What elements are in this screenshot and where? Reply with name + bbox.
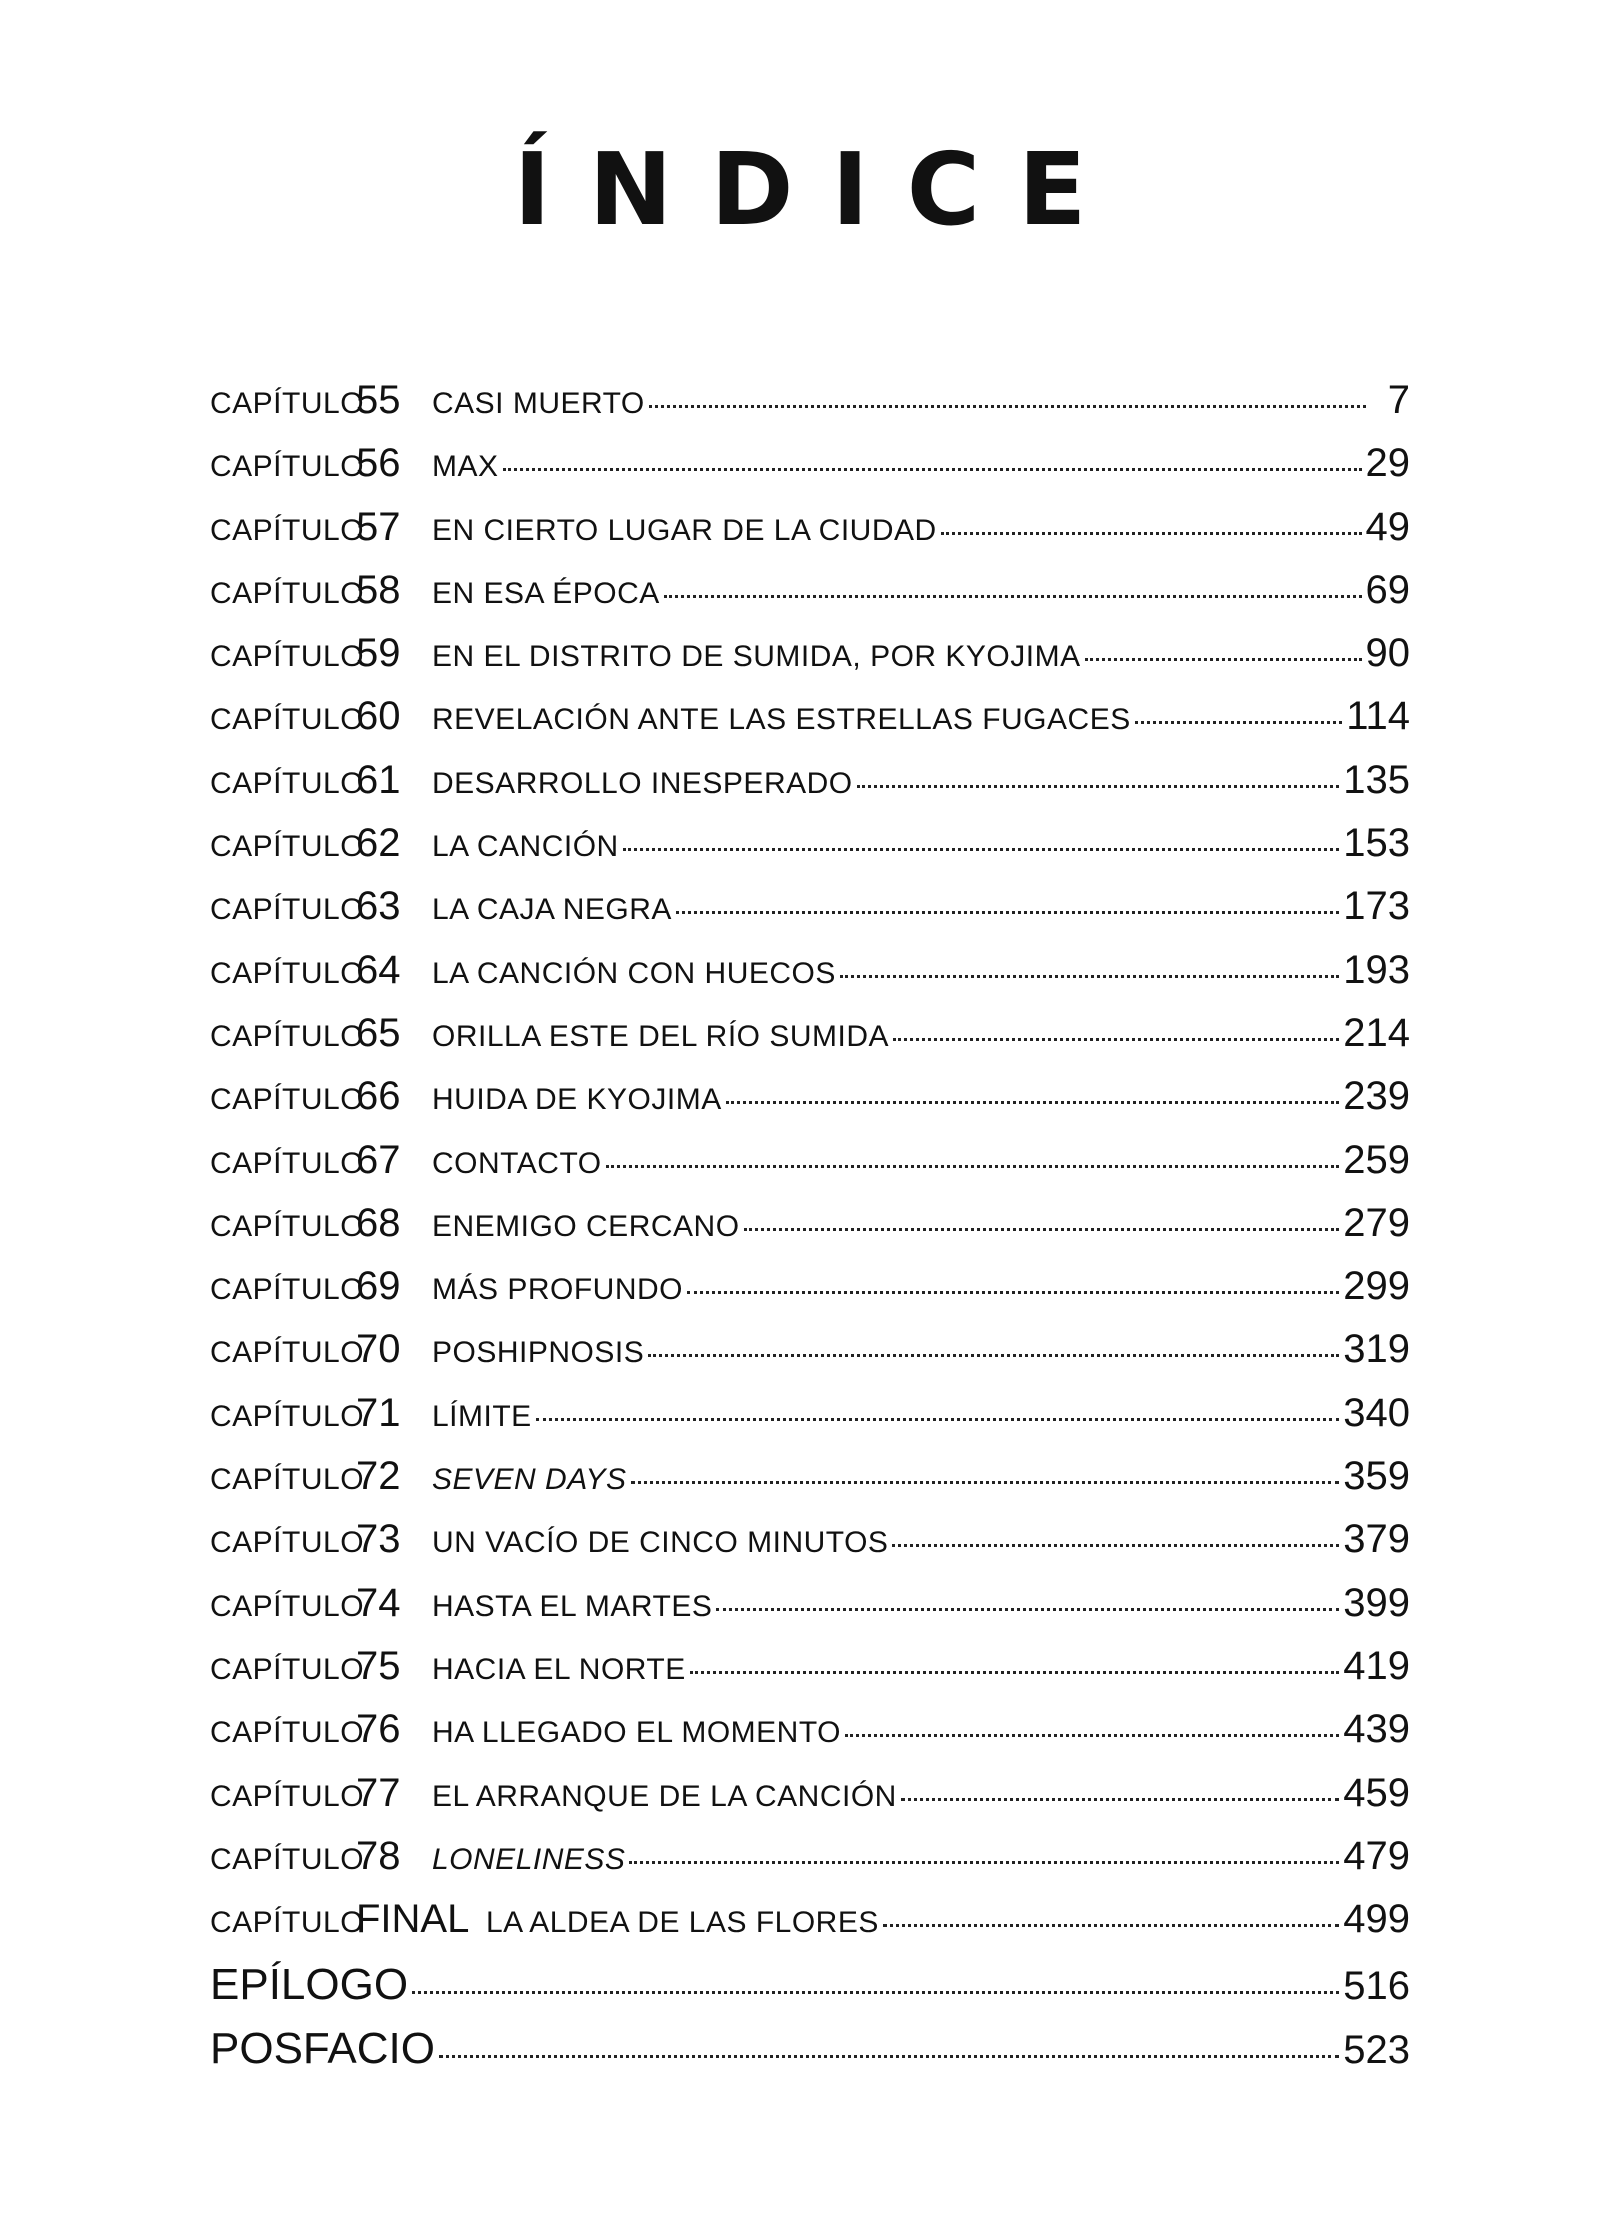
toc-entry: [210, 441, 1410, 504]
page-number: 135: [1343, 757, 1410, 802]
chapter-title: LA CANCIÓN CON HUECOS: [432, 956, 836, 990]
toc-entry: [210, 884, 1410, 947]
page-number: 29: [1365, 441, 1410, 486]
chapter-number: 65: [356, 1010, 401, 1055]
dot-leader: [883, 1924, 1339, 1927]
page-number: 90: [1365, 631, 1410, 676]
toc-entry: [210, 1074, 1410, 1137]
dot-leader: [631, 1481, 1340, 1484]
toc-entry-extra: [210, 2024, 1410, 2087]
chapter-number: 70: [356, 1327, 401, 1372]
chapter-title: DESARROLLO INESPERADO: [432, 766, 853, 800]
toc-entry: [210, 1517, 1410, 1580]
page-number: 279: [1343, 1200, 1410, 1245]
dot-leader: [1085, 658, 1362, 661]
dot-leader: [629, 1861, 1339, 1864]
toc-entry: [210, 1011, 1410, 1074]
page-number: 516: [1343, 1964, 1410, 2009]
chapter-number: 64: [356, 947, 401, 992]
dot-leader: [503, 468, 1362, 471]
dot-leader: [690, 1671, 1340, 1674]
toc-entry: [210, 505, 1410, 568]
dot-leader: [716, 1608, 1339, 1611]
page-number: 399: [1343, 1580, 1410, 1625]
toc-entry: [210, 1707, 1410, 1770]
dot-leader: [439, 2055, 1339, 2058]
dot-leader: [857, 785, 1340, 788]
toc-entry-extra: [210, 1960, 1410, 2023]
chapter-word: CAPÍTULO: [210, 1463, 365, 1497]
chapter-number: 75: [356, 1643, 401, 1688]
chapter-word: CAPÍTULO: [210, 1526, 365, 1560]
dot-leader: [648, 1354, 1339, 1357]
chapter-word: CAPÍTULO: [210, 1083, 365, 1117]
toc-entry: [210, 1581, 1410, 1644]
dot-leader: [901, 1798, 1339, 1801]
chapter-word: CAPÍTULO: [210, 766, 365, 800]
chapter-word: CAPÍTULO: [210, 640, 365, 674]
chapter-title: UN VACÍO DE CINCO MINUTOS: [432, 1526, 889, 1560]
chapter-title: EN ESA ÉPOCA: [432, 576, 660, 610]
chapter-number: FINAL: [356, 1897, 470, 1942]
chapter-word: CAPÍTULO: [210, 1842, 365, 1876]
dot-leader: [649, 405, 1366, 408]
chapter-number: 55: [356, 378, 401, 422]
page-number: 419: [1343, 1643, 1410, 1688]
dot-leader: [845, 1734, 1339, 1737]
chapter-title: LA CANCIÓN: [432, 830, 619, 864]
chapter-title: EL ARRANQUE DE LA CANCIÓN: [432, 1779, 897, 1813]
dot-leader: [664, 595, 1362, 598]
chapter-word: CAPÍTULO: [210, 1019, 365, 1053]
page-number: 479: [1343, 1833, 1410, 1878]
toc-entry: [210, 1771, 1410, 1834]
chapter-number: 71: [356, 1390, 401, 1435]
chapter-title: HACIA EL NORTE: [432, 1652, 686, 1686]
dot-leader: [892, 1544, 1339, 1547]
chapter-word: CAPÍTULO: [210, 1906, 365, 1940]
chapter-number: 69: [356, 1264, 401, 1309]
toc-entry: [210, 631, 1410, 694]
chapter-word: CAPÍTULO: [210, 387, 365, 420]
dot-leader: [623, 848, 1340, 851]
dot-leader: [744, 1228, 1340, 1231]
page-number: 439: [1343, 1707, 1410, 1752]
page-number: 259: [1343, 1137, 1410, 1182]
chapter-title: CONTACTO: [432, 1146, 602, 1180]
dot-leader: [412, 1991, 1339, 1994]
toc-entry: [210, 694, 1410, 757]
chapter-number: 57: [356, 504, 401, 549]
table-of-contents: [210, 378, 1410, 2087]
chapter-title: HA LLEGADO EL MOMENTO: [432, 1716, 841, 1750]
chapter-word: CAPÍTULO: [210, 1399, 365, 1433]
chapter-number: 72: [356, 1454, 401, 1499]
chapter-title: LÍMITE: [432, 1399, 532, 1433]
chapter-number: 66: [356, 1074, 401, 1119]
toc-entry: [210, 1264, 1410, 1327]
chapter-word: CAPÍTULO: [210, 1779, 365, 1813]
toc-entry: [210, 1834, 1410, 1897]
chapter-number: 76: [356, 1707, 401, 1752]
chapter-number: 59: [356, 631, 401, 676]
toc-entry: [210, 1644, 1410, 1707]
page-number: 173: [1343, 884, 1410, 929]
page-title: ÍNDICE: [513, 131, 1125, 248]
toc-entry: [210, 1327, 1410, 1390]
toc-entry: [210, 568, 1410, 631]
toc-entry: [210, 1138, 1410, 1201]
toc-entry: [210, 758, 1410, 821]
chapter-title: HASTA EL MARTES: [432, 1589, 713, 1623]
dot-leader: [536, 1418, 1340, 1421]
page-number: 319: [1343, 1327, 1410, 1372]
chapter-word: CAPÍTULO: [210, 1716, 365, 1750]
page-number: 379: [1343, 1517, 1410, 1562]
chapter-word: CAPÍTULO: [210, 1336, 365, 1370]
page-number: 239: [1343, 1074, 1410, 1119]
chapter-title: LA ALDEA DE LAS FLORES: [486, 1906, 879, 1940]
dot-leader: [941, 532, 1362, 535]
dot-leader: [726, 1101, 1340, 1104]
toc-entry: [210, 1201, 1410, 1264]
chapter-number: 60: [356, 694, 401, 739]
chapter-word: CAPÍTULO: [210, 1209, 365, 1243]
dot-leader: [840, 975, 1339, 978]
chapter-number: 63: [356, 884, 401, 929]
chapter-title: SEVEN DAYS: [432, 1463, 627, 1497]
chapter-title: EN CIERTO LUGAR DE LA CIUDAD: [432, 513, 937, 547]
chapter-title: ORILLA ESTE DEL RÍO SUMIDA: [432, 1019, 890, 1053]
page-number: 340: [1343, 1390, 1410, 1435]
page-number: 499: [1343, 1897, 1410, 1942]
chapter-title: LONELINESS: [432, 1842, 626, 1876]
chapter-word: CAPÍTULO: [210, 1589, 365, 1623]
dot-leader: [687, 1291, 1339, 1294]
chapter-title: EN EL DISTRITO DE SUMIDA, POR KYOJIMA: [432, 640, 1081, 674]
chapter-word: CAPÍTULO: [210, 893, 365, 927]
page-number: 214: [1343, 1010, 1410, 1055]
toc-entry: [210, 378, 1410, 441]
dot-leader: [676, 911, 1339, 914]
chapter-word: CAPÍTULO: [210, 1146, 365, 1180]
section-label: POSFACIO: [210, 2023, 435, 2073]
chapter-word: CAPÍTULO: [210, 703, 365, 737]
chapter-title: MÁS PROFUNDO: [432, 1273, 684, 1307]
chapter-number: 77: [356, 1770, 401, 1815]
chapter-title: MAX: [432, 450, 499, 484]
toc-entry: [210, 1454, 1410, 1517]
chapter-title: HUIDA DE KYOJIMA: [432, 1083, 722, 1117]
chapter-number: 56: [356, 441, 401, 486]
section-label: EPÍLOGO: [210, 1960, 409, 2010]
dot-leader: [606, 1165, 1340, 1168]
page-number: 49: [1365, 504, 1410, 549]
chapter-title: LA CAJA NEGRA: [432, 893, 672, 927]
chapter-word: CAPÍTULO: [210, 1273, 365, 1307]
chapter-word: CAPÍTULO: [210, 513, 365, 547]
page-number: 523: [1343, 2027, 1410, 2072]
page-number: 299: [1343, 1264, 1410, 1309]
chapter-number: 74: [356, 1580, 401, 1625]
page-number: 193: [1343, 947, 1410, 992]
chapter-title: CASI MUERTO: [432, 387, 645, 420]
chapter-title: ENEMIGO CERCANO: [432, 1209, 740, 1243]
chapter-word: CAPÍTULO: [210, 1652, 365, 1686]
page-number: 69: [1365, 567, 1410, 612]
chapter-number: 78: [356, 1833, 401, 1878]
chapter-word: CAPÍTULO: [210, 830, 365, 864]
dot-leader: [893, 1038, 1339, 1041]
chapter-number: 73: [356, 1517, 401, 1562]
chapter-title: POSHIPNOSIS: [432, 1336, 645, 1370]
page-number: 359: [1343, 1454, 1410, 1499]
page-number: 459: [1343, 1770, 1410, 1815]
chapter-word: CAPÍTULO: [210, 450, 365, 484]
toc-entry: [210, 1897, 1410, 1960]
chapter-number: 68: [356, 1200, 401, 1245]
chapter-number: 61: [356, 757, 401, 802]
toc-entry: [210, 948, 1410, 1011]
page-number: 7: [1387, 378, 1410, 422]
chapter-title: REVELACIÓN ANTE LAS ESTRELLAS FUGACES: [432, 703, 1131, 737]
chapter-number: 67: [356, 1137, 401, 1182]
toc-entry: [210, 1391, 1410, 1454]
page-number: 114: [1346, 694, 1410, 739]
dot-leader: [1135, 721, 1343, 724]
chapter-number: 58: [356, 567, 401, 612]
page-number: 153: [1343, 821, 1410, 866]
chapter-word: CAPÍTULO: [210, 956, 365, 990]
toc-entry: [210, 821, 1410, 884]
chapter-word: CAPÍTULO: [210, 576, 365, 610]
chapter-number: 62: [356, 821, 401, 866]
